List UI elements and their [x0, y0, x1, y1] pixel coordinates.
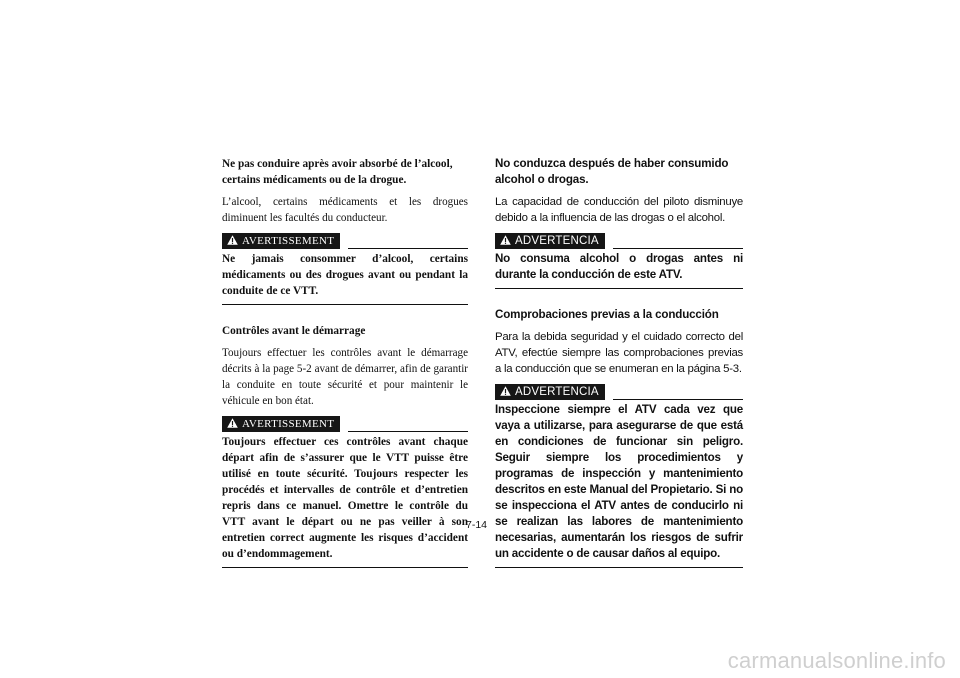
fr-warning-rule	[348, 248, 468, 249]
fr-warning-label	[222, 233, 340, 249]
fr-checks-heading: Contrôles avant le démarrage	[222, 325, 366, 337]
fr-alcohol-heading: Ne pas conduire après avoir absorbé de l’alcool, certains médicaments ou de la drogue.	[222, 158, 453, 186]
fr-warning-label-text-2: AVERTISSEMENT	[242, 418, 335, 430]
es-checks-body: Para la debida seguridad y el cuidado correcto del ATV, efectúe siempre las comprobaciones previas a la conducción que se enumeran en la página 5-3.	[495, 331, 743, 375]
fr-warning-rule-2	[348, 431, 468, 432]
fr-warning-header-2	[222, 415, 468, 432]
warning-triangle-icon	[500, 235, 511, 248]
warning-triangle-icon	[227, 418, 238, 431]
es-warning-text: No consuma alcohol o drogas antes ni durante la conducción de este ATV.	[495, 251, 743, 289]
fr-warning-header	[222, 232, 468, 249]
es-alcohol-heading: No conduzca después de haber consumido alcohol o drogas.	[495, 157, 729, 186]
es-warning-label-text-2: ADVERTENCIA	[515, 386, 599, 398]
es-warning-header-2	[495, 383, 743, 400]
fr-warning-text-2: Toujours effectuer ces contrôles avant chaque départ afin de s’assurer que le VTT puisse être utilisé en toute sécurité. Toujours respecter les procédés et intervalles de contrôle et d’entretien repris dans ce manuel. Omettre le contrôle du VTT avant le départ ou ne pas veiller à son entretien correct augmente les risques d’accident ou d’endommagement.	[222, 434, 468, 568]
es-warning-rule-2	[613, 399, 743, 400]
warning-triangle-icon	[227, 235, 238, 248]
page-number: 7-14	[466, 519, 488, 531]
fr-checks-body: Toujours effectuer les contrôles avant le démarrage décrits à la page 5-2 avant de démarrer, afin de garantir la conduite en toute sécurité et pour maintenir le véhicule en bon état.	[222, 347, 468, 407]
fr-warning-label-text: AVERTISSEMENT	[242, 235, 335, 247]
es-warning-rule	[613, 248, 743, 249]
es-warning-label	[495, 233, 605, 249]
es-warning-label-2	[495, 384, 605, 400]
fr-warning-text: Ne jamais consommer d’alcool, certains médicaments ou des drogues avant ou pendant la conduite de ce VTT.	[222, 251, 468, 305]
spanish-column	[495, 156, 743, 568]
es-warning-text-2: Inspeccione siempre el ATV cada vez que vaya a utilizarse, para asegurarse de que está en condiciones de funcionar sin peligro. Seguir siempre los procedimientos y programas de inspección y mantenimiento descritos en este Manual del Propietario. Si no se inspecciona el ATV antes de conducirlo ni se realizan las labores de mantenimiento necesarias, aumentarán los riesgos de sufrir un accidente o de causar daños al equipo.	[495, 402, 743, 568]
es-alcohol-body: La capacidad de conducción del piloto disminuye debido a la influencia de las drogas o el alcohol.	[495, 196, 743, 224]
fr-alcohol-body: L’alcool, certains médicaments et les drogues diminuent les facultés du conducteur.	[222, 196, 468, 224]
es-warning-label-text: ADVERTENCIA	[515, 235, 599, 247]
es-warning-header	[495, 232, 743, 249]
es-checks-heading: Comprobaciones previas a la conducción	[495, 308, 719, 321]
watermark: carmanualsonline.info	[727, 648, 946, 673]
warning-triangle-icon	[500, 386, 511, 399]
fr-warning-label-2	[222, 416, 340, 432]
french-column	[222, 156, 468, 568]
